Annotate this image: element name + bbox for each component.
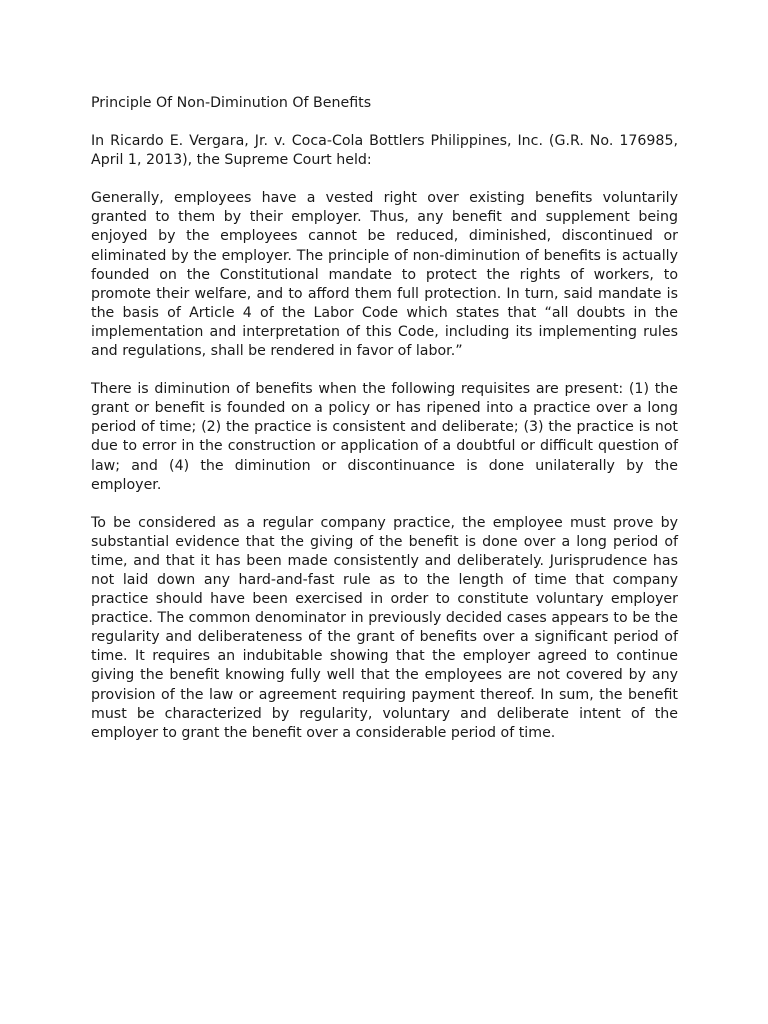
paragraph-requisites: There is diminution of benefits when the following requisites are present: (1) the grant or benefit is founded on a policy or has ripened into a practice over a long period of time; (2) the practice is consistent and deliberate; (3) the practice is not due to error in the construction or application of a doubtful or difficult question of law; and (4) the diminution or discontinuance is done unilaterally by the employer. xyxy=(91,381,678,493)
paragraph-company-practice: To be considered as a regular company practice, the employee must prove by substantial evidence that the giving of the benefit is done over a long period of time, and that it has been made consistently and deliberately. Jurisprudence has not laid down any hard-and-fast rule as to the length of time that company practice should have been exercised in order to constitute voluntary employer practice. The common denominator in previously decided cases appears to be the regularity and deliberateness of the grant of benefits over a significant period of time. It requires an indubitable showing that the employer agreed to continue giving the benefit knowing fully well that the employees are not covered by any provision of the law or agreement requiring payment thereof. In sum, the benefit must be characterized by regularity, voluntary and deliberate intent of the employer to grant the benefit over a considerable period of time. xyxy=(91,514,678,741)
paragraph-case-citation: In Ricardo E. Vergara, Jr. v. Coca-Cola Bottlers Philippines, Inc. (G.R. No. 176985, April 1, 2013), the Supreme Court held: xyxy=(91,133,678,169)
paragraph-vested-rights: Generally, employees have a vested right over existing benefits voluntarily granted to them by their employer. Thus, any benefit and supplement being enjoyed by the employees cannot be reduced, diminished, discontinued or eliminated by the employer. The principle of non-diminution of benefits is actually founded on the Constitutional mandate to protect the rights of workers, to promote their welfare, and to afford them full protection. In turn, said mandate is the basis of Article 4 of the Labor Code which states that “all doubts in the implementation and interpretation of this Code, including its implementing rules and regulations, shall be rendered in favor of labor.” xyxy=(91,190,678,360)
document-title: Principle Of Non-Diminution Of Benefits xyxy=(91,95,372,111)
